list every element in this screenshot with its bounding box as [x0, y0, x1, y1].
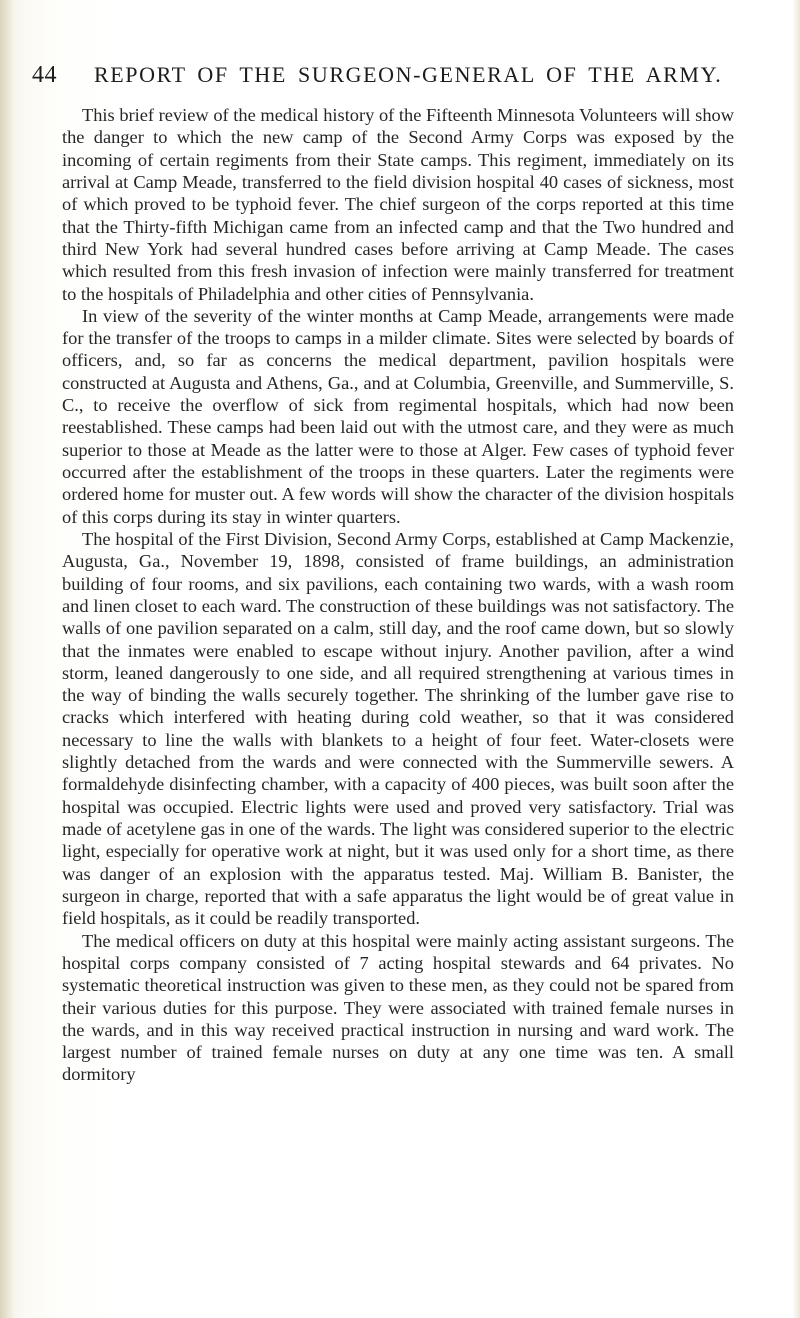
running-title: REPORT OF THE SURGEON-GENERAL OF THE ARMY.: [94, 62, 723, 87]
body-text: [62, 104, 734, 1086]
page-header: [32, 62, 750, 98]
page-edge-shadow: [792, 0, 800, 1318]
paragraph-fifteenth-minnesota: This brief review of the medical history of the Fifteenth Minnesota Volunteers will show the danger to which the new camp of the Second Army Corps was exposed by the incoming of certain regiments from their State camps. This regiment, immediately on its arrival at Camp Meade, transferred to the field division hospital 40 cases of sickness, most of which proved to be typhoid fever. The chief surgeon of the corps reported at this time that the Thirty-fifth Michigan came from an infected camp and that the Two hundred and third New York had several hundred cases before arriving at Camp Meade. The cases which resulted from this fresh invasion of infection were mainly transferred for treatment to the hospitals of Philadelphia and other cities of Pennsylvania.: [62, 105, 734, 304]
paragraph-medical-officers: The medical officers on duty at this hospital were mainly acting assistant surgeons. The hospital corps company consisted of 7 acting hospital stewards and 64 privates. No systematic theoretical instruction was given to these men, as they could not be spared from their various duties for this purpose. They were associated with trained female nurses in the wards, and in this way received practical instruction in nursing and ward work. The largest number of trained female nurses on duty at any one time was ten. A small dormitory: [62, 930, 734, 1085]
paragraph-winter-quarters: In view of the severity of the winter months at Camp Meade, arrangements were made for the transfer of the troops to camps in a milder climate. Sites were selected by boards of officers, and, so far as concerns the medical department, pavilion hospitals were constructed at Augusta and Athens, Ga., and at Columbia, Greenville, and Summerville, S. C., to receive the overflow of sick from regimental hospitals, which had now been reestablished. These camps had been laid out with the utmost care, and they were as much superior to those at Meade as the latter were to those at Alger. Few cases of typhoid fever occurred after the establishment of the troops in these quarters. Later the regiments were ordered home for muster out. A few words will show the character of the division hospitals of this corps during its stay in winter quarters.: [62, 305, 734, 527]
page-number: 44: [32, 62, 57, 88]
paragraph-first-division-hospital: The hospital of the First Division, Second Army Corps, established at Camp Mackenzie, Augusta, Ga., November 19, 1898, consisted of frame buildings, an administration building of four rooms, and six pavilions, each containing two wards, with a wash room and linen closet to each ward. The construction of these buildings was not satisfactory. The walls of one pavilion separated on a calm, still day, and the roof came down, but so slowly that the inmates were enabled to escape without injury. Another pavilion, after a wind storm, leaned dangerously to one side, and all required strengthening at various times in the way of binding the walls securely together. The shrinking of the lumber gave rise to cracks which interfered with heating during cold weather, so that it was considered necessary to line the walls with blankets to a height of four feet. Water-closets were slightly detached from the wards and were connected with the Summerville sewers. A formaldehyde disinfecting chamber, with a capacity of 400 pieces, was built soon after the hospital was occupied. Electric lights were used and proved very satisfactory. Trial was made of acetylene gas in one of the wards. The light was considered superior to the electric light, especially for operative work at night, but it was used only for a short time, as there was danger of an explosion with the apparatus tested. Maj. William B. Banister, the surgeon in charge, reported that with a safe apparatus the light would be of great value in field hospitals, as it could be readily transported.: [62, 528, 734, 929]
page-binding-shadow: [0, 0, 14, 1318]
